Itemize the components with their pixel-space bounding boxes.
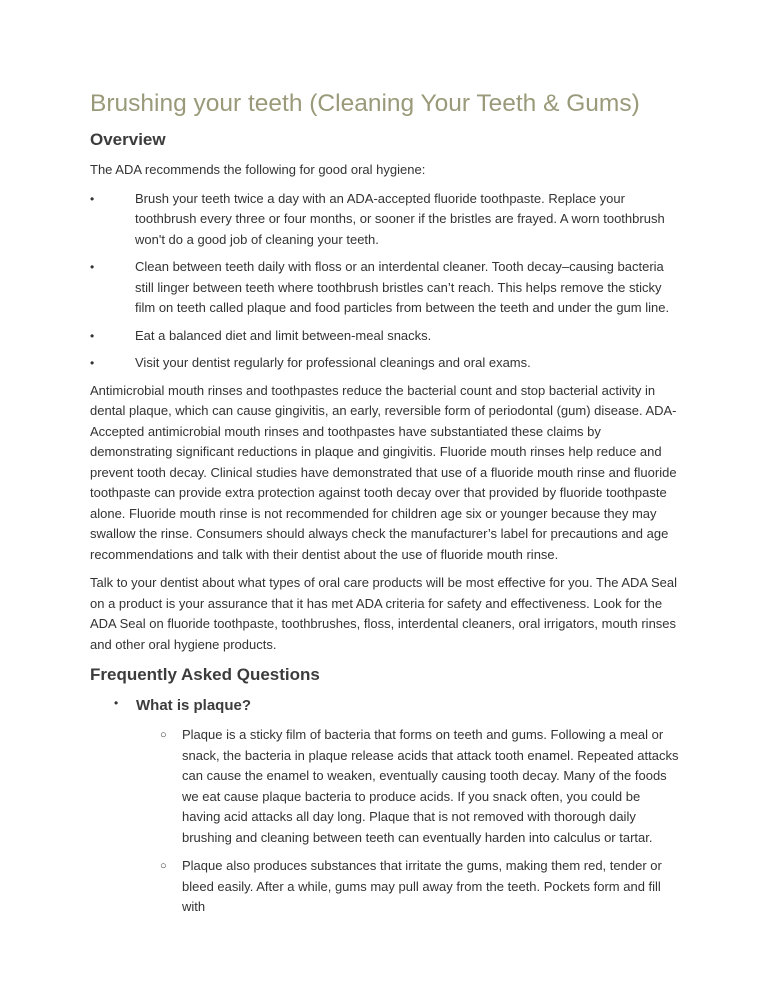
- page-title: Brushing your teeth (Cleaning Your Teeth & Gums): [90, 90, 640, 117]
- bullet-icon: •: [90, 328, 95, 343]
- faq-question: What is plaque?: [136, 697, 252, 714]
- ada-seal-paragraph: Talk to your dentist about what types of oral care products will be most effective for you. The ADA Seal on a product is your assurance that it has met ADA criteria for safety and effectiveness. Look for the ADA Seal on fluoride toothpaste, toothbrushes, floss, interdental cleaners, oral irrigators, mouth rinses and other oral hygiene products.: [90, 575, 677, 652]
- document-page: [90, 88, 680, 926]
- faq-answer-text: Plaque is a sticky film of bacteria that forms on teeth and gums. Following a meal or snack, the bacteria in plaque release acids that attack tooth enamel. Repeated attacks can cause the enamel to weaken, eventually causing tooth decay. Many of the foods we eat cause plaque bacteria to produce acids. If you snack often, you could be having acid attacks all day long. Plaque that is not removed with thorough daily brushing and cleaning between teeth can eventually harden into calculus or tartar.: [182, 727, 679, 845]
- list-item: [90, 353, 680, 374]
- faq-answer-list: [136, 725, 680, 918]
- overview-intro: The ADA recommends the following for good oral hygiene:: [90, 162, 426, 177]
- mouth-rinse-paragraph: Antimicrobial mouth rinses and toothpastes reduce the bacterial count and stop bacterial activity in dental plaque, which can cause gingivitis, an early, reversible form of periodontal (gum) disease. ADA-Accepted antimicrobial mouth rinses and toothpastes have substantiated these claims by demonstrating significant reductions in plaque and gingivitis. Fluoride mouth rinses help reduce and prevent tooth decay. Clinical studies have demonstrated that use of a fluoride mouth rinse and fluoride toothpaste can provide extra protection against tooth decay over that provided by fluoride toothpaste alone. Fluoride mouth rinse is not recommended for children age six or younger because they may swallow the rinse. Consumers should always check the manufacturer’s label for precautions and age recommendations and talk with their dentist about the use of fluoride mouth rinse.: [90, 382, 677, 562]
- faq-answer-text: Plaque also produces substances that irritate the gums, making them red, tender or bleed easily. After a while, gums may pull away from the teeth. Pockets form and fill with: [182, 858, 662, 914]
- faq-heading: Frequently Asked Questions: [90, 665, 320, 684]
- list-item: [90, 189, 680, 251]
- recommendation-list: [90, 189, 680, 374]
- list-item-text: Brush your teeth twice a day with an ADA-accepted fluoride toothpaste. Replace your toothbrush every three or four months, or sooner if the bristles are frayed. A worn toothbrush won't do a good job of cleaning your teeth.: [135, 190, 665, 247]
- list-item-text: Clean between teeth daily with floss or an interdental cleaner. Tooth decay–causing bacteria still linger between teeth where toothbrush bristles can’t reach. This helps remove the sticky film on teeth called plaque and food particles from between the teeth and under the gum line.: [135, 259, 670, 315]
- faq-item: [114, 695, 680, 918]
- faq-list: [90, 695, 680, 918]
- list-item-text: Eat a balanced diet and limit between-meal snacks.: [135, 327, 432, 343]
- faq-answer: [160, 725, 680, 848]
- circle-bullet-icon: ○: [160, 860, 167, 872]
- bullet-icon: •: [90, 260, 95, 274]
- overview-heading: Overview: [90, 130, 166, 149]
- list-item: [90, 257, 680, 319]
- bullet-icon: •: [90, 191, 95, 206]
- circle-bullet-icon: ○: [160, 729, 167, 741]
- bullet-icon: •: [114, 696, 119, 710]
- faq-answer: [160, 856, 680, 918]
- list-item-text: Visit your dentist regularly for professional cleanings and oral exams.: [135, 355, 531, 370]
- list-item: [90, 326, 680, 347]
- bullet-icon: •: [90, 356, 95, 370]
